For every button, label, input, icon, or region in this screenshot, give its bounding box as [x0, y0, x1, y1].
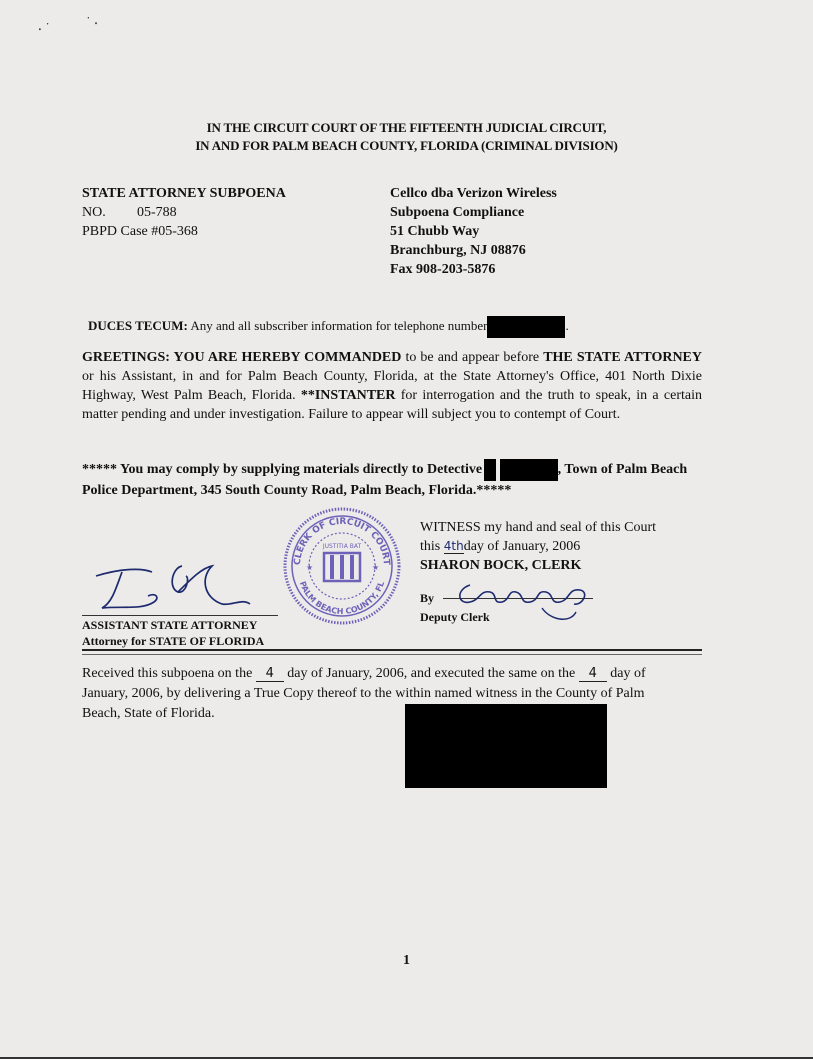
- redaction-block: [487, 316, 565, 338]
- court-header-line2: IN AND FOR PALM BEACH COUNTY, FLORIDA (CRIMINAL DIVISION): [195, 138, 618, 153]
- page-number: 1: [403, 953, 410, 968]
- comply-text: ***** You may comply by supplying materials directly to Detective: [82, 462, 483, 478]
- seal-motto: JUSTITIA BAT: [322, 543, 362, 550]
- duces-label: DUCES TECUM:: [88, 317, 188, 333]
- witness-date: [420, 537, 656, 556]
- clerk-name: SHARON BOCK, CLERK: [420, 558, 582, 573]
- seal-bottom-text: PALM BEACH COUNTY, FL: [297, 580, 387, 617]
- witness-day-handwritten: 4th: [443, 539, 464, 553]
- subpoena-info: [82, 184, 286, 241]
- seal-outer-text: CLERK OF CIRCUIT COURT: [292, 516, 392, 566]
- scan-speck: ˙ ⸳: [86, 15, 98, 30]
- received-text: day of January, 2006, by delivering a True Copy thereof to the within named witness in the County of Palm Beach, State of Florida.: [82, 666, 646, 721]
- case-number: PBPD Case #05-368: [82, 224, 198, 239]
- recipient-line: 51 Chubb Way: [390, 224, 480, 239]
- court-seal: [282, 506, 402, 626]
- assistant-role: Attorney for STATE OF FLORIDA: [82, 634, 265, 648]
- assistant-attorney-block: [82, 617, 264, 649]
- assistant-attorney-signature: [82, 548, 282, 618]
- redaction-block: [500, 459, 558, 481]
- subpoena-number-label: NO.: [82, 205, 106, 220]
- by-label: By: [420, 591, 435, 605]
- greetings-instanter: **INSTANTER: [300, 388, 396, 403]
- recipient-line: Fax 908-203-5876: [390, 262, 496, 277]
- duces-tecum: [88, 316, 569, 338]
- subpoena-title: STATE ATTORNEY SUBPOENA: [82, 186, 286, 201]
- witness-this: this: [420, 539, 441, 554]
- assistant-signature-line: [82, 615, 278, 616]
- greetings-state-attorney: THE STATE ATTORNEY: [543, 350, 703, 365]
- subpoena-number: [82, 203, 286, 222]
- witness-line: WITNESS my hand and seal of this Court: [420, 520, 657, 535]
- greetings-command: GREETINGS: YOU ARE HEREBY COMMANDED: [82, 350, 402, 365]
- received-text: Received this subpoena on the: [82, 666, 253, 681]
- section-divider: [82, 649, 702, 655]
- subpoena-number-value: 05-788: [137, 205, 177, 220]
- executed-day-handwritten: 4: [579, 667, 607, 682]
- duces-text: Any and all subscriber information for telephone number: [190, 317, 488, 333]
- recipient-line: Branchburg, NJ 08876: [390, 243, 526, 258]
- scan-speck: ⸳ ˙: [38, 21, 50, 36]
- deputy-clerk-label: Deputy Clerk: [420, 610, 490, 624]
- greetings-text: for interrogation and the truth to speak, in a certain matter pending and under investigation. Failure to appear will subject you to contempt of Court.: [82, 388, 702, 422]
- greetings-paragraph: [82, 348, 702, 424]
- comply-paragraph: [82, 459, 702, 500]
- recipient-address: [390, 184, 557, 279]
- comply-text: , Town of Palm Beach Police Department, 345 South County Road, Palm Beach, Florida.*****: [82, 462, 688, 498]
- court-header: [0, 119, 813, 155]
- star-icon: ★: [306, 563, 314, 572]
- deputy-clerk-signature: [450, 560, 610, 630]
- star-icon: ★: [372, 563, 380, 572]
- assistant-title: ASSISTANT STATE ATTORNEY: [82, 618, 258, 632]
- greetings-text: to be and appear before: [405, 350, 540, 365]
- court-header-line1: IN THE CIRCUIT COURT OF THE FIFTEENTH JUDICIAL CIRCUIT,: [206, 120, 607, 135]
- recipient-line: Subpoena Compliance: [390, 205, 525, 220]
- redaction-block: [405, 704, 607, 788]
- redaction-block: [484, 459, 496, 481]
- recipient-line: Cellco dba Verizon Wireless: [390, 186, 557, 201]
- greetings-text: or his Assistant, in and for Palm Beach County, Florida, at the State Attorney's Office, 401 North Dixie Highway, West Palm Beach, Florida.: [82, 369, 702, 403]
- witness-date-rest: day of January, 2006: [463, 539, 581, 554]
- received-day-handwritten: 4: [256, 667, 284, 682]
- received-text: day of January, 2006, and executed the same on the: [287, 666, 576, 681]
- duces-end: .: [565, 317, 569, 333]
